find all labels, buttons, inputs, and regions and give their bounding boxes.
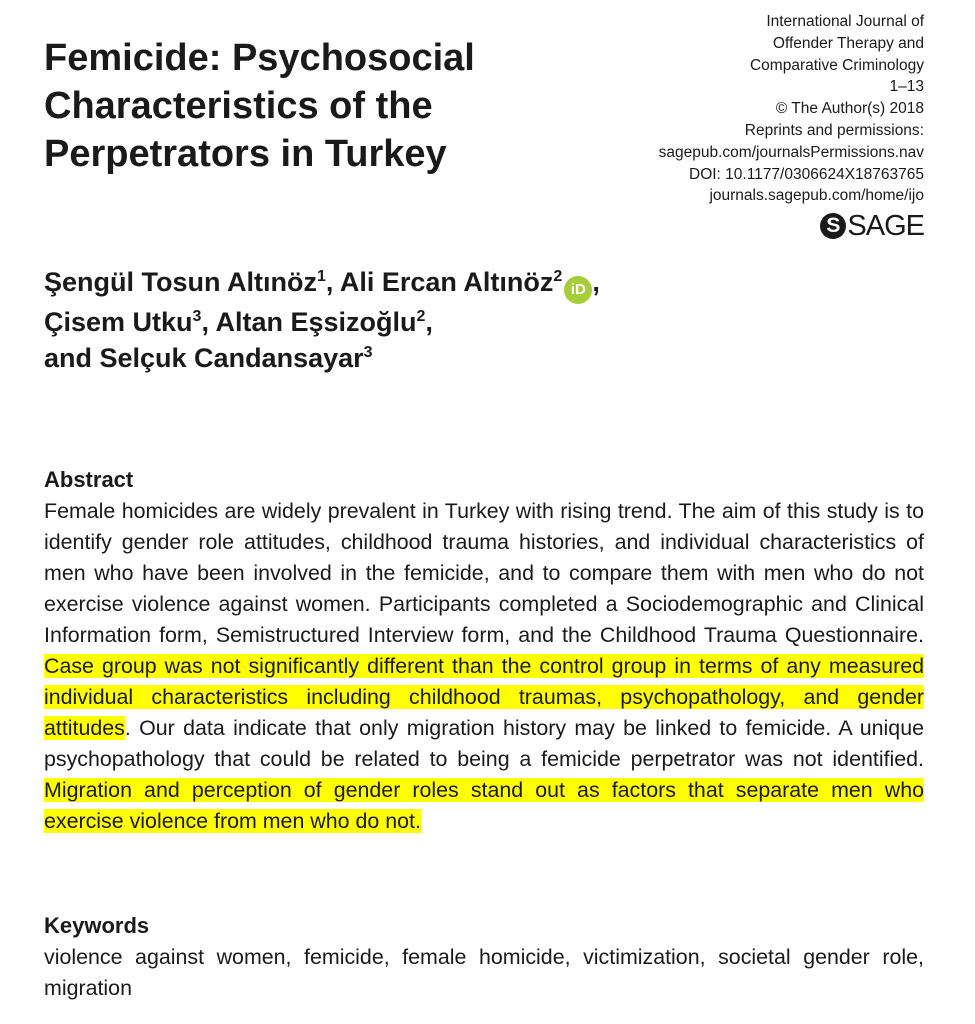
keywords-text: violence against women, femicide, female homicide, victimization, societal gender role, migration: [44, 945, 924, 1000]
author-list: [44, 264, 744, 376]
affiliation-marker: 3: [192, 308, 202, 325]
affiliation-marker: 3: [363, 344, 373, 361]
author-line: [44, 304, 744, 340]
author-name: , Altan Eşsizoğlu: [201, 307, 417, 337]
sage-logo-text: SAGE: [847, 210, 924, 242]
abstract-text: [44, 496, 924, 837]
article-title: [44, 34, 564, 178]
title-line: Characteristics of the: [44, 85, 433, 127]
orcid-icon[interactable]: iD: [564, 276, 592, 304]
permissions-link[interactable]: sagepub.com/journalsPermissions.nav: [658, 143, 924, 161]
journal-name-line: Offender Therapy and: [772, 34, 924, 52]
highlighted-text: Migration and perception of gender roles stand out as factors that separate men who exercise violence from men who do not.: [44, 778, 924, 833]
highlighted-text: Case group was not significantly different than the control group in terms of any measured individual characteristics including childhood traumas, psychopathology, and gender attitudes: [44, 654, 924, 740]
abstract-heading: Abstract: [44, 467, 134, 492]
affiliation-marker: 2: [553, 268, 563, 285]
author-name: Şengül Tosun Altınöz: [44, 267, 317, 297]
reprints-label: Reprints and permissions:: [744, 121, 924, 139]
journal-name-line: International Journal of: [766, 13, 924, 30]
sage-logo-icon: S: [820, 213, 846, 239]
separator: ,: [425, 307, 433, 337]
author-name: , Ali Ercan Altınöz: [325, 267, 554, 297]
copyright-notice: © The Author(s) 2018: [775, 100, 924, 118]
author-name: Çisem Utku: [44, 307, 193, 337]
separator: ,: [592, 267, 600, 297]
affiliation-marker: 1: [316, 268, 326, 285]
sage-logo: [820, 209, 924, 243]
journal-info: [594, 11, 924, 207]
author-line: [44, 264, 744, 304]
author-line: [44, 340, 744, 376]
title-line: Femicide: Psychosocial: [44, 37, 475, 79]
abstract-part: . Our data indicate that only migration history may be linked to femicide. A unique psychopathology that could be related to being a femicide perpetrator was not identified.: [44, 716, 924, 771]
page-range: 1–13: [889, 78, 924, 96]
journal-home-link[interactable]: journals.sagepub.com/home/ijo: [709, 187, 924, 205]
doi[interactable]: DOI: 10.1177/0306624X18763765: [689, 165, 924, 183]
title-line: Perpetrators in Turkey: [44, 133, 447, 175]
author-name: and Selçuk Candansayar: [44, 343, 364, 373]
affiliation-marker: 2: [416, 308, 426, 325]
keywords-heading: Keywords: [44, 913, 150, 938]
journal-name-line: Comparative Criminology: [749, 56, 924, 74]
abstract-part: Female homicides are widely prevalent in Turkey with rising trend. The aim of this study is to identify gender role attitudes, childhood trauma histories, and individual characteristics of men who have been involved in the femicide, and to compare them with men who do not exercise violence against women. Participants completed a Sociodemographic and Clinical Information form, Semistructured Interview form, and the Childhood Trauma Questionnaire.: [44, 499, 924, 647]
